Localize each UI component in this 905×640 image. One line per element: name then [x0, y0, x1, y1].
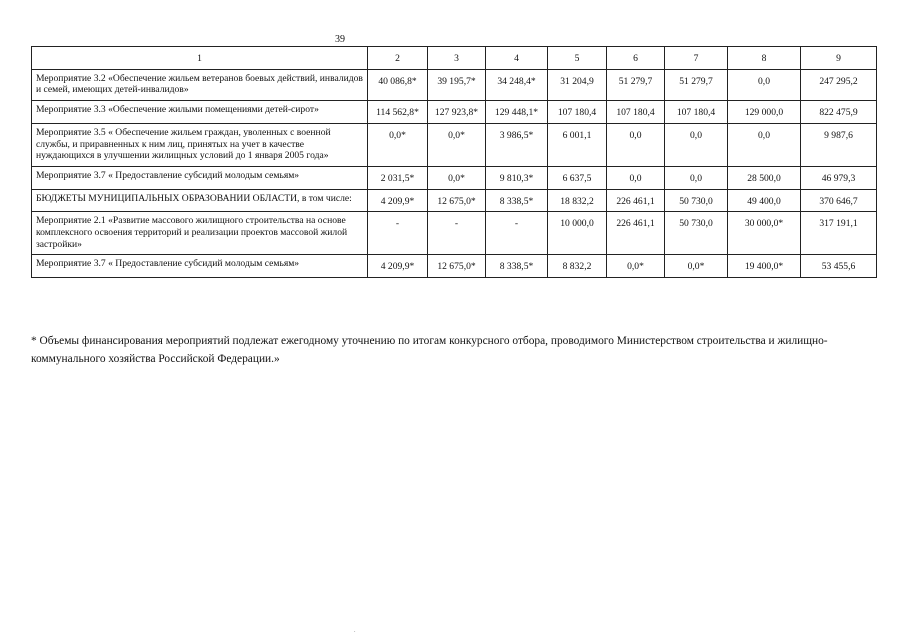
table-row	[32, 166, 877, 189]
value-cell: 31 204,9	[548, 69, 607, 100]
column-header: 8	[728, 47, 801, 70]
value-cell: 9 987,6	[801, 123, 877, 166]
row-name-cell: Мероприятие 3.3 «Обеспечение жилыми помещениями детей-сирот»	[32, 101, 368, 124]
footnote: * Объемы финансирования мероприятий подлежат ежегодному уточнению по итогам конкурсного отбора, проводимого Министерством строительства и жилищно-коммунального хозяйства Российской Федерации.»	[31, 335, 828, 365]
value-cell: 129 448,1*	[486, 101, 548, 124]
value-cell: 8 338,5*	[486, 255, 548, 278]
value-cell: 39 195,7*	[428, 69, 486, 100]
value-cell: 0,0*	[428, 166, 486, 189]
value-cell: 0,0*	[428, 123, 486, 166]
value-cell: 114 562,8*	[368, 101, 428, 124]
value-cell: 107 180,4	[548, 101, 607, 124]
value-cell: 46 979,3	[801, 166, 877, 189]
table-row	[32, 101, 877, 124]
value-cell: 12 675,0*	[428, 255, 486, 278]
value-cell: 0,0	[665, 166, 728, 189]
value-cell: 0,0*	[368, 123, 428, 166]
value-cell: 51 279,7	[607, 69, 665, 100]
value-cell: 4 209,9*	[368, 255, 428, 278]
value-cell: 0,0*	[607, 255, 665, 278]
table-body	[32, 69, 877, 277]
value-cell: 18 832,2	[548, 189, 607, 212]
budget-table	[31, 46, 877, 278]
value-cell: 0,0*	[665, 255, 728, 278]
value-cell: 30 000,0*	[728, 212, 801, 255]
value-cell: 50 730,0	[665, 212, 728, 255]
column-header: 2	[368, 47, 428, 70]
value-cell: 317 191,1	[801, 212, 877, 255]
value-cell: 34 248,4*	[486, 69, 548, 100]
value-cell: 129 000,0	[728, 101, 801, 124]
row-name-cell: Мероприятие 3.7 « Предоставление субсидий молодым семьям»	[32, 255, 368, 278]
value-cell: 0,0	[728, 123, 801, 166]
column-header: 1	[32, 47, 368, 70]
scan-mark: .	[354, 628, 356, 634]
value-cell: 19 400,0*	[728, 255, 801, 278]
value-cell: -	[486, 212, 548, 255]
value-cell: 822 475,9	[801, 101, 877, 124]
value-cell: 127 923,8*	[428, 101, 486, 124]
row-name-cell: Мероприятие 3.7 « Предоставление субсидий молодым семьям»	[32, 166, 368, 189]
value-cell: 107 180,4	[665, 101, 728, 124]
value-cell: 0,0	[607, 123, 665, 166]
table-row	[32, 189, 877, 212]
value-cell: 49 400,0	[728, 189, 801, 212]
column-header: 7	[665, 47, 728, 70]
header-row	[32, 47, 877, 70]
value-cell: 9 810,3*	[486, 166, 548, 189]
value-cell: 28 500,0	[728, 166, 801, 189]
row-name-cell: Мероприятие 3.5 « Обеспечение жильем граждан, уволенных с военной службы, и приравненных к ним лиц, принятых на учет в качестве нуждающихся в улучшении жилищных условий до 1 января 2005 года»	[32, 123, 368, 166]
value-cell: -	[368, 212, 428, 255]
value-cell: 3 986,5*	[486, 123, 548, 166]
column-header: 9	[801, 47, 877, 70]
row-name-cell: БЮДЖЕТЫ МУНИЦИПАЛЬНЫХ ОБРАЗОВАНИИ ОБЛАСТИ, в том числе:	[32, 189, 368, 212]
value-cell: 53 455,6	[801, 255, 877, 278]
value-cell: 0,0	[607, 166, 665, 189]
value-cell: 51 279,7	[665, 69, 728, 100]
table-row	[32, 123, 877, 166]
value-cell: 247 295,2	[801, 69, 877, 100]
value-cell: 0,0	[728, 69, 801, 100]
page-number: 39	[335, 34, 345, 45]
value-cell: -	[428, 212, 486, 255]
value-cell: 4 209,9*	[368, 189, 428, 212]
value-cell: 6 001,1	[548, 123, 607, 166]
value-cell: 10 000,0	[548, 212, 607, 255]
table-row	[32, 255, 877, 278]
value-cell: 12 675,0*	[428, 189, 486, 212]
row-name-cell: Мероприятие 3.2 «Обеспечение жильем ветеранов боевых действий, инвалидов и семей, имеющих детей-инвалидов»	[32, 69, 368, 100]
table-row	[32, 212, 877, 255]
value-cell: 0,0	[665, 123, 728, 166]
column-header: 5	[548, 47, 607, 70]
row-name-cell: Мероприятие 2.1 «Развитие массового жилищного строительства на основе комплексного освоения территорий и реализации проектов массовой жилой застройки»	[32, 212, 368, 255]
value-cell: 50 730,0	[665, 189, 728, 212]
table-row	[32, 69, 877, 100]
column-header: 3	[428, 47, 486, 70]
column-header: 6	[607, 47, 665, 70]
value-cell: 6 637,5	[548, 166, 607, 189]
column-header: 4	[486, 47, 548, 70]
value-cell: 226 461,1	[607, 212, 665, 255]
value-cell: 8 338,5*	[486, 189, 548, 212]
value-cell: 226 461,1	[607, 189, 665, 212]
value-cell: 40 086,8*	[368, 69, 428, 100]
value-cell: 2 031,5*	[368, 166, 428, 189]
value-cell: 8 832,2	[548, 255, 607, 278]
value-cell: 370 646,7	[801, 189, 877, 212]
value-cell: 107 180,4	[607, 101, 665, 124]
